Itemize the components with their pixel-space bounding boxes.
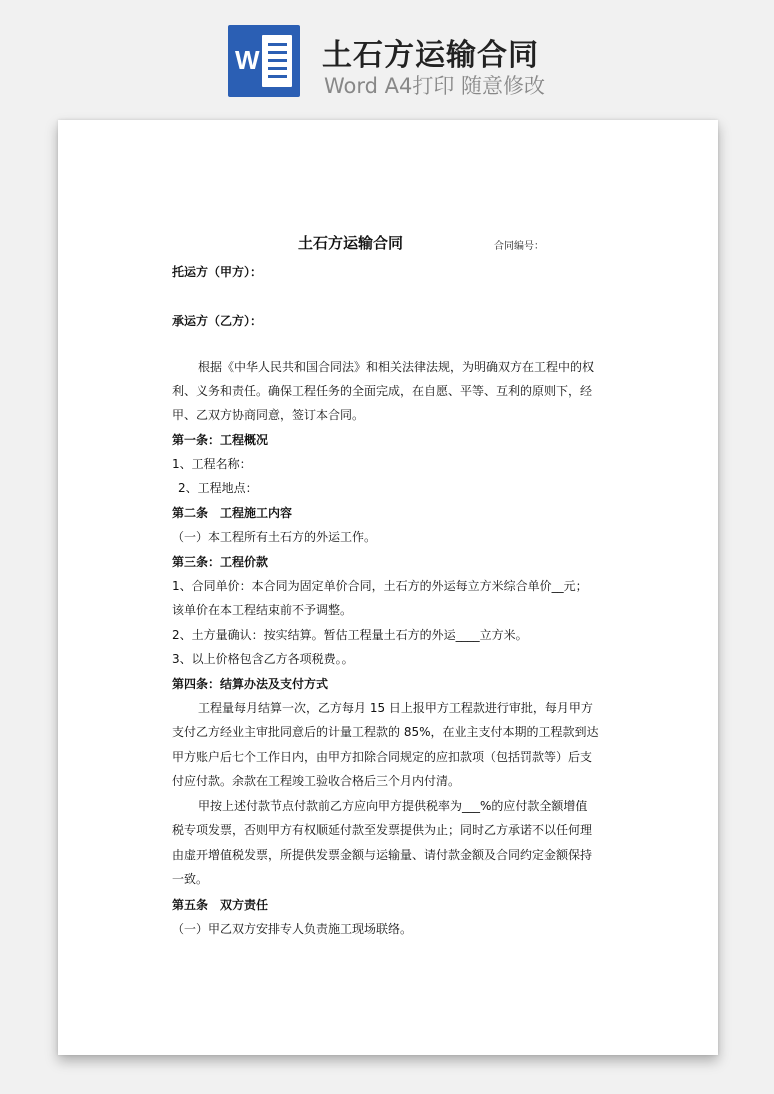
section-heading: 第四条：结算办法及支付方式 <box>172 677 329 691</box>
body-line: 根据《中华人民共和国合同法》和相关法律法规，为明确双方在工程中的权 <box>198 360 595 374</box>
section-heading: 第五条 双方责任 <box>172 898 269 912</box>
section-heading: 第三条：工程价款 <box>172 555 269 569</box>
body-line: 甲、乙双方协商同意，签订本合同。 <box>172 408 365 422</box>
document-lines-icon <box>262 35 292 87</box>
banner-title: 土石方运输合同 <box>322 38 539 73</box>
section-heading: 承运方（乙方）： <box>172 314 263 328</box>
body-line: 3、以上价格包含乙方各项税费。。 <box>172 652 354 666</box>
body-line: 2、工程地点： <box>178 481 258 495</box>
word-letter-icon: W <box>235 45 260 75</box>
body-line: 支付乙方经业主审批同意后的计量工程款的 85%，在业主支付本期的工程款到达 <box>172 725 599 739</box>
banner <box>0 0 774 110</box>
body-line: 税专项发票，否则甲方有权顺延付款至发票提供为止；同时乙方承诺不以任何理 <box>172 823 593 837</box>
body-line: （一）甲乙双方安排专人负责施工现场联络。 <box>172 922 413 936</box>
section-heading: 托运方（甲方）： <box>172 265 263 279</box>
section-heading: 第二条 工程施工内容 <box>172 506 293 520</box>
body-line: 1、合同单价：本合同为固定单价合同，土石方的外运每立方米综合单价__元； <box>172 579 588 593</box>
body-line: 由虚开增值税发票，所提供发票金额与运输量、请付款金额及合同约定金额保持 <box>172 848 593 862</box>
body-line: 工程量每月结算一次，乙方每月 15 日上报甲方工程款进行审批，每月甲方 <box>198 701 593 715</box>
body-line: 甲方账户后七个工作日内，由甲方扣除合同规定的应扣款项（包括罚款等）后支 <box>172 750 593 764</box>
banner-subtitle: Word A4打印 随意修改 <box>324 74 546 98</box>
body-line: 1、工程名称： <box>172 457 252 471</box>
body-line: 甲按上述付款节点付款前乙方应向甲方提供税率为___%的应付款全额增值 <box>198 799 588 813</box>
watermark <box>90 456 133 501</box>
body-line: 2、土方量确认：按实结算。暂估工程量土石方的外运____立方米。 <box>172 628 528 642</box>
contract-number-label: 合同编号： <box>494 241 544 252</box>
body-line: 付应付款。余款在工程竣工验收合格后三个月内付清。 <box>172 774 461 788</box>
body-line: 该单价在本工程结束前不予调整。 <box>172 603 353 617</box>
body-line: （一）本工程所有土石方的外运工作。 <box>172 530 377 544</box>
body-line: 利、义务和责任。确保工程任务的全面完成，在自愿、平等、互利的原则下，经 <box>172 384 593 398</box>
word-icon <box>228 25 300 97</box>
document-page <box>58 120 718 1055</box>
document-title: 土石方运输合同 <box>298 234 404 252</box>
body-line: 一致。 <box>172 872 209 886</box>
section-heading: 第一条：工程概况 <box>172 433 269 447</box>
